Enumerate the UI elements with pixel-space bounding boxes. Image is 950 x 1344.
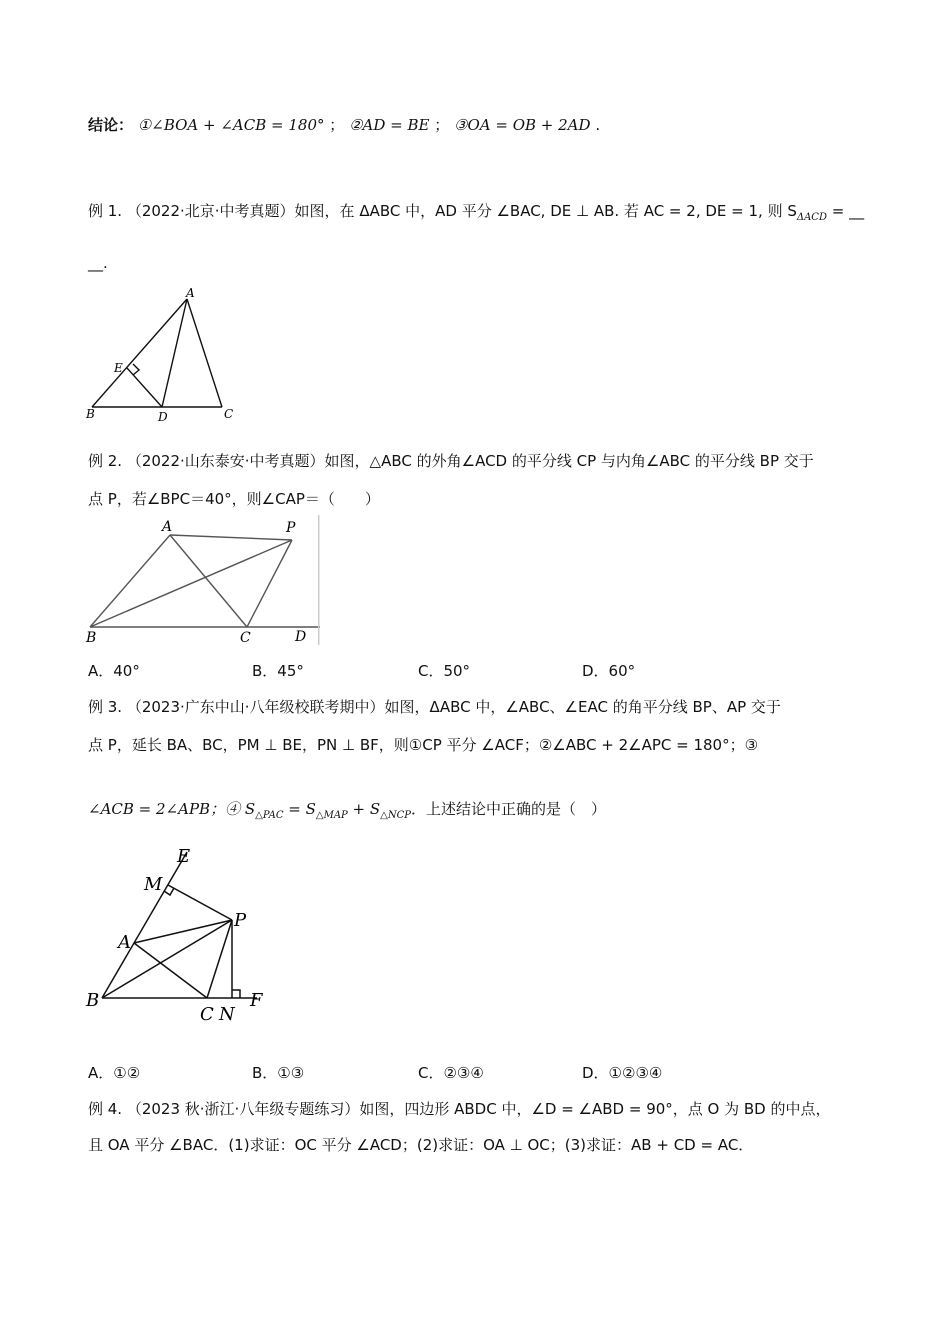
figure-2-diagram [82, 515, 327, 647]
example-2-option-d[interactable]: D．60° [582, 662, 636, 680]
example-3-line-2: 点 P，延长 BA、BC，PM ⊥ BE，PN ⊥ BF，则①CP 平分 ∠ACF；②∠ABC + 2∠APC = 180°；③ [88, 736, 759, 754]
fig3-label-f: F [250, 990, 263, 1011]
figure-1-triangle [80, 285, 250, 425]
example-3-sub-2: △MAP [315, 810, 348, 821]
fig3-label-a: A [118, 932, 131, 953]
example-1-text: 例 1. （2022·北京·中考真题）如图，在 ΔABC 中，AD 平分 ∠BAC, DE ⊥ AB. 若 AC = 2, DE = 1, 则 S [88, 202, 797, 220]
example-1-tail: = __ [826, 202, 865, 220]
example-3-statement-3: ∠ACB = 2∠APB；④ S [88, 800, 256, 818]
example-3-plus: + S [347, 800, 381, 818]
example-3-eq: = S [283, 800, 316, 818]
example-4-line-2: 且 OA 平分 ∠BAC．(1)求证：OC 平分 ∠ACD；(2)求证：OA ⊥ OC；(3)求证：AB + CD = AC． [88, 1136, 754, 1154]
fig2-label-b: B [86, 630, 97, 646]
conclusion-label: 结论： [88, 116, 134, 134]
example-2-line-1: 例 2. （2022·山东泰安·中考真题）如图，△ABC 的外角∠ACD 的平分线 CP 与内角∠ABC 的平分线 BP 交于 [88, 452, 814, 470]
fig2-label-c: C [240, 630, 251, 646]
example-3-question: ．上述结论中正确的是（ ） [411, 800, 607, 818]
fig3-label-m: M [144, 874, 163, 895]
conclusion-end: . [595, 116, 601, 134]
fig1-label-e: E [114, 361, 123, 375]
example-2-line-2: 点 P，若∠BPC＝40°，则∠CAP＝（ ） [88, 490, 380, 508]
conclusion-line [88, 114, 600, 136]
example-3-option-d[interactable]: D．①②③④ [582, 1064, 663, 1082]
example-3-sub-3: △NCP [380, 810, 411, 821]
fig2-label-d: D [295, 629, 307, 645]
figure-3-diagram [82, 840, 282, 1030]
example-2-option-a[interactable]: A．40° [88, 662, 140, 680]
example-2-option-b[interactable]: B．45° [252, 662, 304, 680]
fig3-label-c: C [200, 1004, 214, 1025]
fig2-label-p: P [286, 520, 296, 536]
example-3-line-3 [88, 798, 606, 827]
fig3-label-p: P [234, 910, 247, 931]
conclusion-1: ①∠BOA + ∠ACB = 180° [137, 116, 325, 134]
conclusion-sep-2: ； [434, 116, 450, 134]
conclusion-sep-1: ； [329, 116, 345, 134]
fig1-label-d: D [158, 410, 168, 424]
fig2-label-a: A [162, 519, 173, 535]
conclusion-2: ②AD = BE [349, 116, 430, 134]
fig3-label-e: E [177, 846, 191, 867]
fig1-label-c: C [224, 407, 234, 421]
example-1-area-subscript: ΔACD [796, 212, 827, 223]
example-3-option-b[interactable]: B．①③ [252, 1064, 305, 1082]
fig1-label-a: A [186, 286, 195, 300]
example-3-option-a[interactable]: A．①② [88, 1064, 141, 1082]
example-3-sub-1: △PAC [255, 810, 284, 821]
fig3-label-n: N [219, 1004, 235, 1025]
example-1-line-2: __. [88, 254, 108, 272]
fig3-label-b: B [86, 990, 100, 1011]
fig1-label-b: B [86, 407, 95, 421]
example-3-option-c[interactable]: C．②③④ [418, 1064, 484, 1082]
example-3-line-1: 例 3. （2023·广东中山·八年级校联考期中）如图，ΔABC 中，∠ABC、∠EAC 的角平分线 BP、AP 交于 [88, 698, 781, 716]
example-4-line-1: 例 4. （2023 秋·浙江·八年级专题练习）如图，四边形 ABDC 中，∠D = ∠ABD = 90°，点 O 为 BD 的中点， [88, 1100, 831, 1118]
example-1-line-1 [88, 200, 864, 229]
conclusion-3: ③OA = OB + 2AD [454, 116, 591, 134]
example-2-option-c[interactable]: C．50° [418, 662, 471, 680]
